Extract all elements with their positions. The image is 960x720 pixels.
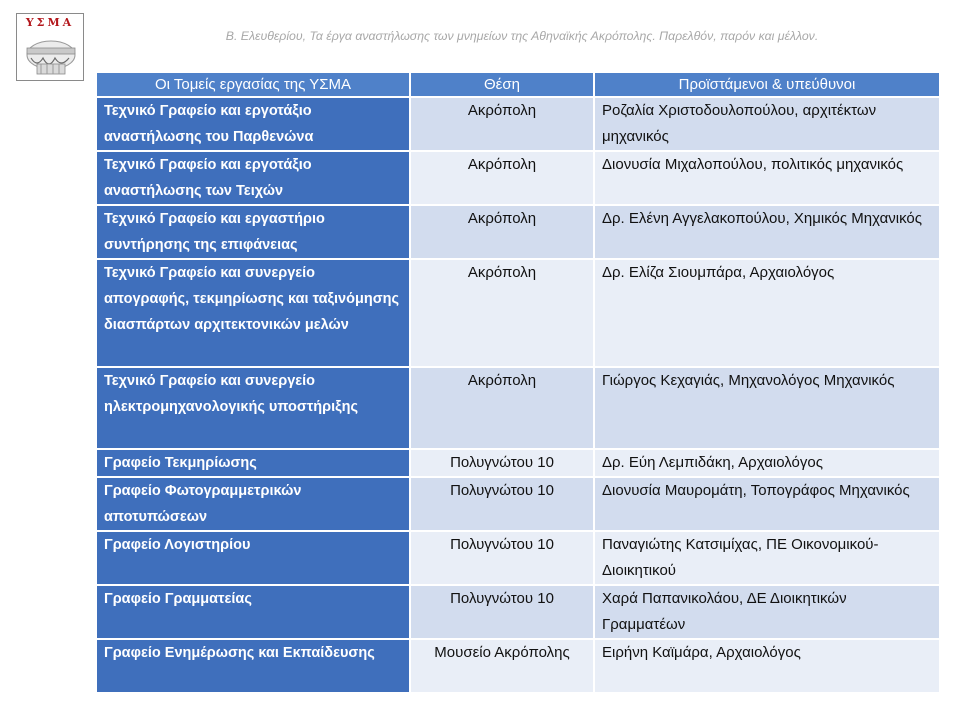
department-cell: Τεχνικό Γραφείο και συνεργείο ηλεκτρομηχανολογικής υποστήριξης — [97, 368, 409, 448]
location-cell: Ακρόπολη — [411, 260, 593, 366]
responsible-cell: Δρ. Ελίζα Σιουμπάρα, Αρχαιολόγος — [595, 260, 939, 366]
department-cell: Γραφείο Φωτογραμμετρικών αποτυπώσεων — [97, 478, 409, 530]
responsible-cell: Δρ. Εύη Λεμπιδάκη, Αρχαιολόγος — [595, 450, 939, 476]
responsible-cell: Γιώργος Κεχαγιάς, Μηχανολόγος Μηχανικός — [595, 368, 939, 448]
table-row — [97, 206, 939, 258]
responsible-cell: Διονυσία Μιχαλοπούλου, πολιτικός μηχανικός — [595, 152, 939, 204]
table-row — [97, 152, 939, 204]
table-row — [97, 98, 939, 150]
departments-table — [95, 71, 941, 694]
table-row — [97, 368, 939, 448]
table-row — [97, 450, 939, 476]
location-cell: Ακρόπολη — [411, 98, 593, 150]
logo-text: ΥΣΜΑ — [25, 16, 75, 29]
location-cell: Πολυγνώτου 10 — [411, 450, 593, 476]
table-row — [97, 532, 939, 584]
responsible-cell: Χαρά Παπανικολάου, ΔΕ Διοικητικών Γραμματέων — [595, 586, 939, 638]
table-header-row — [97, 73, 939, 96]
location-cell: Πολυγνώτου 10 — [411, 478, 593, 530]
column-capital-icon — [17, 28, 84, 81]
page-title: Β. Ελευθερίου, Τα έργα αναστήλωσης των μνημείων της Αθηναϊκής Ακρόπολης. Παρελθόν, παρόν και μέλλον. — [225, 29, 819, 43]
department-cell: Τεχνικό Γραφείο και εργοτάξιο αναστήλωσης του Παρθενώνα — [97, 98, 409, 150]
location-cell: Ακρόπολη — [411, 206, 593, 258]
location-cell: Πολυγνώτου 10 — [411, 532, 593, 584]
column-header-responsible: Προϊστάμενοι & υπεύθυνοι — [595, 73, 939, 96]
department-cell: Γραφείο Ενημέρωσης και Εκπαίδευσης — [97, 640, 409, 692]
responsible-cell: Διονυσία Μαυρομάτη, Τοπογράφος Μηχανικός — [595, 478, 939, 530]
column-header-location: Θέση — [411, 73, 593, 96]
logo — [16, 13, 84, 81]
responsible-cell: Ειρήνη Καϊμάρα, Αρχαιολόγος — [595, 640, 939, 692]
department-cell: Γραφείο Τεκμηρίωσης — [97, 450, 409, 476]
department-cell: Γραφείο Γραμματείας — [97, 586, 409, 638]
department-cell: Τεχνικό Γραφείο και εργοτάξιο αναστήλωσης των Τειχών — [97, 152, 409, 204]
responsible-cell: Ροζαλία Χριστοδουλοπούλου, αρχιτέκτων μηχανικός — [595, 98, 939, 150]
department-cell: Γραφείο Λογιστηρίου — [97, 532, 409, 584]
location-cell: Ακρόπολη — [411, 368, 593, 448]
responsible-cell: Δρ. Ελένη Αγγελακοπούλου, Χημικός Μηχανικός — [595, 206, 939, 258]
column-header-department: Οι Τομείς εργασίας της ΥΣΜΑ — [97, 73, 409, 96]
location-cell: Ακρόπολη — [411, 152, 593, 204]
department-cell: Τεχνικό Γραφείο και συνεργείο απογραφής, τεκμηρίωσης και ταξινόμησης διασπάρτων αρχιτεκτονικών μελών — [97, 260, 409, 366]
table-row — [97, 260, 939, 366]
location-cell: Μουσείο Ακρόπολης — [411, 640, 593, 692]
location-cell: Πολυγνώτου 10 — [411, 586, 593, 638]
responsible-cell: Παναγιώτης Κατσιμίχας, ΠΕ Οικονομικού-Διοικητικού — [595, 532, 939, 584]
table-row — [97, 478, 939, 530]
department-cell: Τεχνικό Γραφείο και εργαστήριο συντήρησης της επιφάνειας — [97, 206, 409, 258]
table-row — [97, 640, 939, 692]
table-row — [97, 586, 939, 638]
